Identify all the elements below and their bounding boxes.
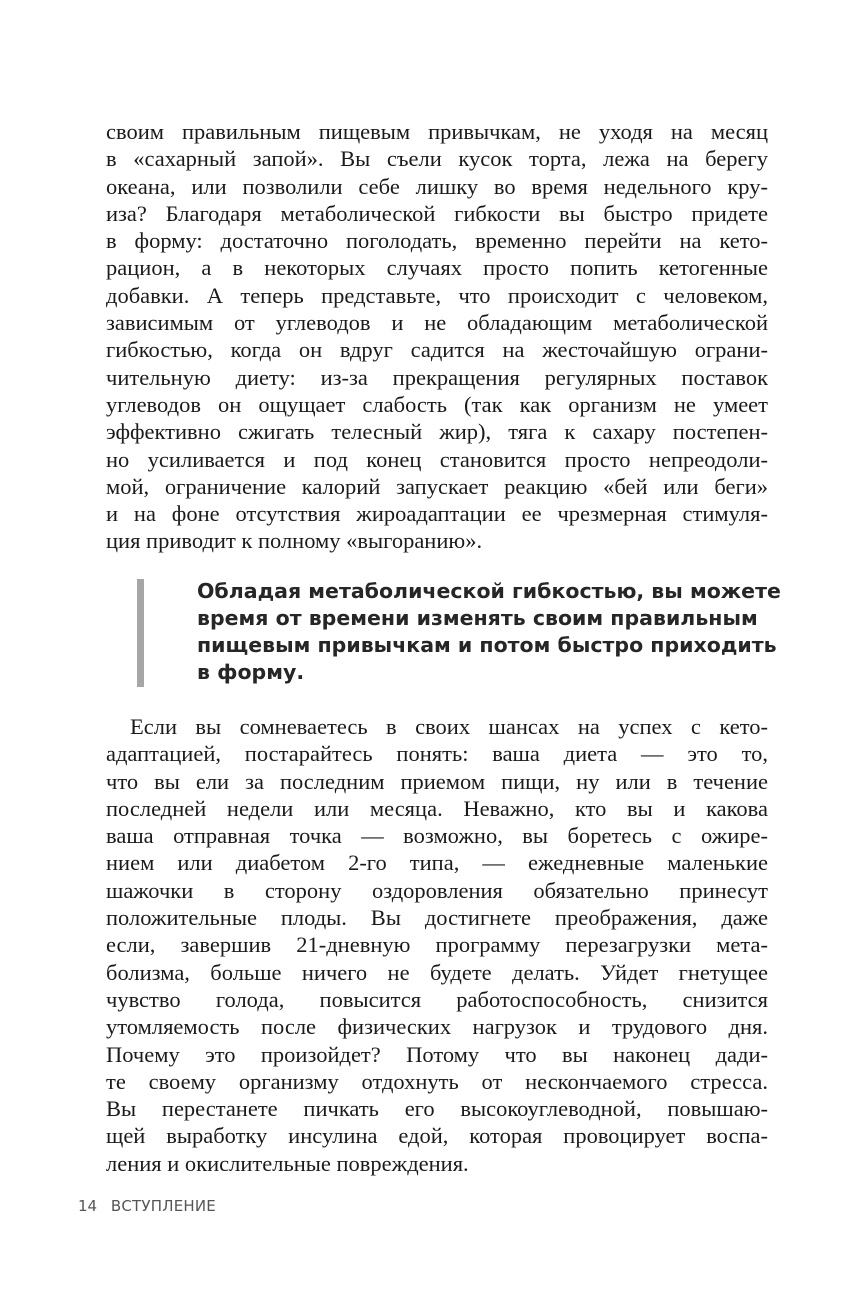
- text-line: последней недели или месяца. Неважно, кто вы и какова: [106, 795, 768, 821]
- text-line: если, завершив 21-дневную программу перезагрузки мета-: [106, 932, 768, 958]
- body-paragraph-2: [106, 713, 768, 1177]
- text-line: чувство голода, повысится работоспособность, снизится: [106, 986, 768, 1012]
- text-line: ления и окислительные повреждения.: [106, 1150, 469, 1176]
- text-line: утомляемость после физических нагрузок и трудового дня.: [106, 1014, 768, 1040]
- text-line: что вы ели за последним приемом пищи, ну или в течение: [106, 768, 768, 794]
- text-line: океана, или позволили себе лишку во время недельного кру-: [106, 173, 768, 199]
- text-line: ция приводит к полному «выгоранию».: [106, 528, 483, 554]
- text-line: зависимым от углеводов и не обладающим метаболической: [106, 310, 768, 336]
- text-line: адаптацией, постарайтесь понять: ваша диета — это то,: [106, 741, 768, 767]
- text-line: болизма, больше ничего не будете делать. Уйдет гнетущее: [106, 959, 768, 985]
- text-line: но усиливается и под конец становится просто непреодоли-: [106, 446, 768, 472]
- pull-quote: [137, 579, 781, 687]
- text-line: в «сахарный запой». Вы съели кусок торта, лежа на берегу: [106, 146, 768, 172]
- text-line: иза? Благодаря метаболической гибкости вы быстро придете: [106, 200, 768, 226]
- text-line: нием или диабетом 2-го типа, — ежедневные маленькие: [106, 850, 768, 876]
- pull-quote-line: Обладая метаболической гибкостью, вы можете: [197, 579, 781, 603]
- text-line: те своему организму отдохнуть от нескончаемого стресса.: [106, 1068, 768, 1094]
- text-line: щей выработку инсулина едой, которая провоцирует воспа-: [106, 1123, 768, 1149]
- pull-quote-line: в форму.: [197, 660, 305, 684]
- text-line: Почему это произойдет? Потому что вы наконец дади-: [106, 1041, 768, 1067]
- page-footer: [78, 1197, 216, 1215]
- text-line: чительную диету: из-за прекращения регулярных поставок: [106, 364, 768, 390]
- text-line: в форму: достаточно поголодать, временно перейти на кето-: [106, 228, 768, 254]
- text-line: и на фоне отсутствия жироадаптации ее чрезмерная стимуля-: [106, 501, 768, 527]
- pull-quote-bar: [137, 579, 144, 687]
- text-line: эффективно сжигать телесный жир), тяга к сахару постепен-: [106, 419, 768, 445]
- text-line: Вы перестанете пичкать его высокоуглеводной, повышаю-: [106, 1096, 768, 1122]
- text-line: положительные плоды. Вы достигнете преображения, даже: [106, 905, 768, 931]
- text-line: ваша отправная точка — возможно, вы боретесь с ожире-: [106, 823, 768, 849]
- running-section-title: ВСТУПЛЕНИЕ: [110, 1197, 216, 1215]
- text-line: мой, ограничение калорий запускает реакцию «бей или беги»: [106, 473, 768, 499]
- text-line: своим правильным пищевым привычкам, не уходя на месяц: [106, 119, 768, 144]
- text-line: шажочки в сторону оздоровления обязательно принесут: [106, 877, 768, 903]
- text-line: гибкостью, когда он вдруг садится на жесточайшую ограни-: [106, 337, 768, 363]
- text-line: углеводов он ощущает слабость (так как организм не умеет: [106, 391, 768, 417]
- body-paragraph-1: [106, 118, 768, 555]
- text-line: рацион, а в некоторых случаях просто попить кетогенные: [106, 255, 768, 281]
- pull-quote-line: пищевым привычкам и потом быстро приходить: [197, 633, 777, 657]
- pull-quote-text: [197, 578, 781, 686]
- pull-quote-line: время от времени изменять своим правильным: [197, 606, 758, 630]
- page-number: 14: [78, 1197, 98, 1215]
- text-line: Если вы сомневаетесь в своих шансах на успех с кето-: [130, 714, 768, 739]
- text-line: добавки. А теперь представьте, что происходит с человеком,: [106, 282, 768, 308]
